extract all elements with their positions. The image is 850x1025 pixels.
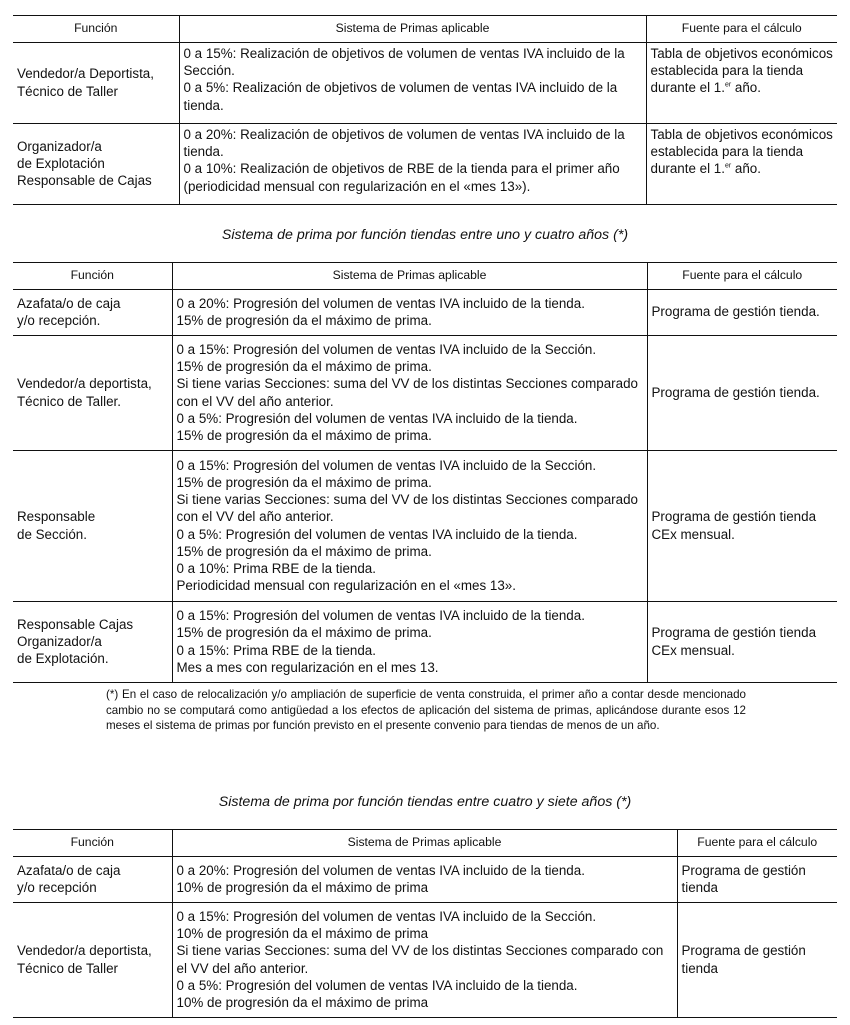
header-funcion: Función [13, 16, 179, 43]
cell-funcion: Azafata/o de caja y/o recepción. [13, 290, 172, 336]
cell-sistema: 0 a 15%: Progresión del volumen de ventas IVA incluido de la Sección. 15% de progresión da el máximo de prima. Si tiene varias Secciones: suma del VV de los distintas Secciones comparado con el VV del año anterior. 0 a 5%: Progresión del volumen de ventas IVA incluido de la tienda. 15% de progresión da el máximo de prima. 0 a 10%: Prima RBE de la tienda. Periodicidad mensual con regularización en el «mes 13». [172, 451, 647, 602]
table-row [13, 336, 837, 451]
cell-sistema: 0 a 15%: Progresión del volumen de ventas IVA incluido de la tienda. 15% de progresión da el máximo de prima. 0 a 15%: Prima RBE de la tienda. Mes a mes con regularización en el mes 13. [172, 602, 647, 683]
table-four-to-seven-years [13, 829, 837, 1018]
cell-fuente: Programa de gestión tienda [677, 857, 837, 903]
cell-sistema: 0 a 15%: Realización de objetivos de volumen de ventas IVA incluido de la Sección. 0 a 5%: Realización de objetivos de volumen de ventas IVA incluido de la tienda. [179, 43, 646, 124]
cell-funcion: Vendedor/a Deportista, Técnico de Taller [13, 43, 179, 124]
header-sistema: Sistema de Primas aplicable [172, 830, 677, 857]
fuente-text: Tabla de objetivos económicos establecida para la tienda durante el 1. [650, 127, 833, 177]
cell-fuente: Programa de gestión tienda. [647, 336, 837, 451]
cell-funcion: Vendedor/a deportista, Técnico de Taller. [13, 336, 172, 451]
cell-funcion: Organizador/a de Explotación Responsable de Cajas [13, 124, 179, 205]
header-funcion: Función [13, 263, 172, 290]
cell-sistema: 0 a 20%: Realización de objetivos de volumen de ventas IVA incluido de la tienda. 0 a 10%: Realización de objetivos de RBE de la tienda para el primer año (periodicidad mensual con regularización en el «mes 13»). [179, 124, 646, 205]
cell-fuente [646, 43, 837, 124]
fuente-text: Tabla de objetivos económicos establecida para la tienda durante el 1. [650, 46, 833, 96]
cell-fuente: Programa de gestión tienda CEx mensual. [647, 451, 837, 602]
cell-funcion: Azafata/o de caja y/o recepción [13, 857, 172, 903]
table-row [13, 124, 837, 205]
table-header-row [13, 16, 837, 43]
table-row [13, 451, 837, 602]
cell-sistema: 0 a 20%: Progresión del volumen de ventas IVA incluido de la tienda. 10% de progresión da el máximo de prima [172, 857, 677, 903]
table-first-year [13, 15, 837, 205]
table-row [13, 290, 837, 336]
header-sistema: Sistema de Primas aplicable [172, 263, 647, 290]
cell-funcion: Vendedor/a deportista, Técnico de Taller [13, 903, 172, 1018]
table-row [13, 602, 837, 683]
header-fuente: Fuente para el cálculo [677, 830, 837, 857]
fuente-superscript: er [724, 162, 732, 170]
header-fuente: Fuente para el cálculo [647, 263, 837, 290]
cell-funcion: Responsable Cajas Organizador/a de Explotación. [13, 602, 172, 683]
caption-one-to-four-years: Sistema de prima por función tiendas entre uno y cuatro años (*) [221, 227, 629, 243]
header-funcion: Función [13, 830, 172, 857]
caption-four-to-seven-years: Sistema de prima por función tiendas entre cuatro y siete años (*) [218, 794, 632, 810]
fuente-tail: año. [731, 161, 761, 177]
cell-fuente: Programa de gestión tienda CEx mensual. [647, 602, 837, 683]
fuente-superscript: er [724, 81, 732, 89]
table-header-row [13, 830, 837, 857]
footnote: (*) En el caso de relocalización y/o ampliación de superficie de venta construida, el primer año a contar desde mencionado cambio no se computará como antigüedad a los efectos de aplicación del sistema de primas, aplicándose durante esos 12 meses el sistema de primas por función previsto en el presente convenio para tiendas de menos de un año. [106, 688, 746, 733]
table-row [13, 43, 837, 124]
cell-funcion: Responsable de Sección. [13, 451, 172, 602]
cell-sistema: 0 a 20%: Progresión del volumen de ventas IVA incluido de la tienda. 15% de progresión da el máximo de prima. [172, 290, 647, 336]
header-fuente: Fuente para el cálculo [646, 16, 837, 43]
table-one-to-four-years [13, 262, 837, 683]
cell-fuente: Programa de gestión tienda. [647, 290, 837, 336]
table-header-row [13, 263, 837, 290]
cell-fuente [646, 124, 837, 205]
table-row [13, 903, 837, 1018]
cell-sistema: 0 a 15%: Progresión del volumen de ventas IVA incluido de la Sección. 15% de progresión da el máximo de prima. Si tiene varias Secciones: suma del VV de los distintas Secciones comparado con el VV del año anterior. 0 a 5%: Progresión del volumen de ventas IVA incluido de la tienda. 15% de progresión da el máximo de prima. [172, 336, 647, 451]
header-sistema: Sistema de Primas aplicable [179, 16, 646, 43]
cell-sistema: 0 a 15%: Progresión del volumen de ventas IVA incluido de la Sección. 10% de progresión da el máximo de prima Si tiene varias Secciones: suma del VV de los distintas Secciones comparado con el VV del año anterior. 0 a 5%: Progresión del volumen de ventas IVA incluido de la tienda. 10% de progresión da el máximo de prima [172, 903, 677, 1018]
table-row [13, 857, 837, 903]
cell-fuente: Programa de gestión tienda [677, 903, 837, 1018]
fuente-tail: año. [731, 80, 761, 96]
